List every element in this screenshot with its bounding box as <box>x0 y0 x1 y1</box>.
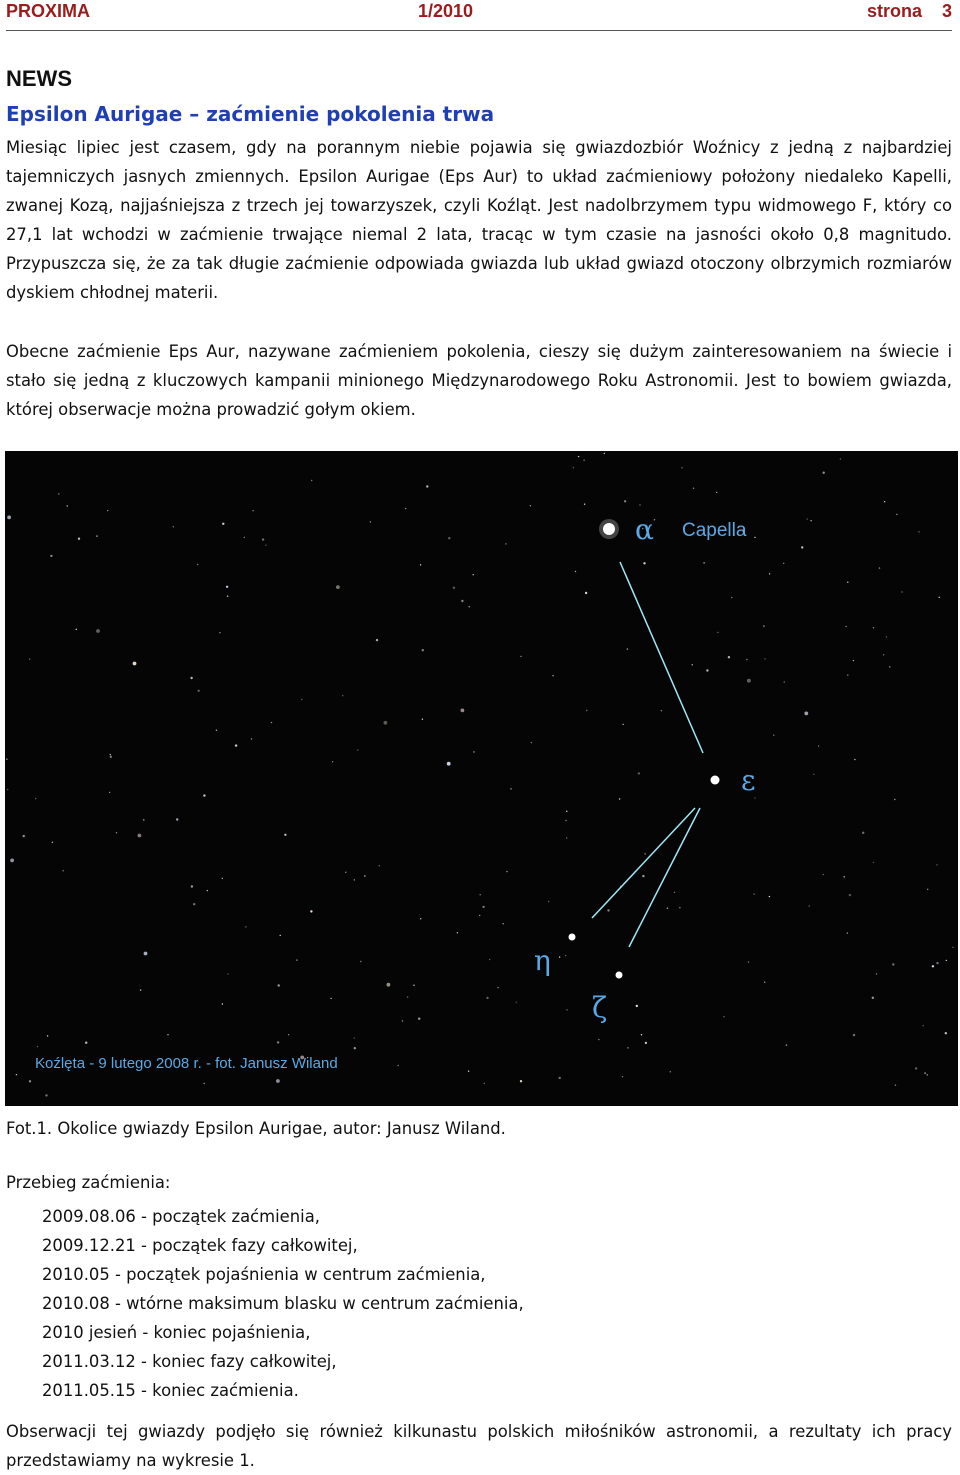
label-zeta: ζ <box>592 991 608 1024</box>
background-star <box>531 742 532 743</box>
star-epsilon <box>711 776 720 785</box>
background-star <box>354 1037 355 1038</box>
background-star <box>296 959 297 960</box>
background-star <box>96 535 97 536</box>
background-star <box>810 520 811 521</box>
list-item: 2009.08.06 - początek zaćmienia, <box>42 1207 320 1226</box>
background-star <box>586 710 587 711</box>
background-star <box>76 629 77 630</box>
background-star <box>692 664 693 665</box>
background-star <box>753 893 754 894</box>
eclipse-course-list <box>42 1202 524 1405</box>
background-star <box>872 997 874 999</box>
background-star <box>706 669 708 671</box>
background-star <box>773 735 774 736</box>
background-star <box>584 504 585 505</box>
background-star <box>717 632 718 633</box>
background-star <box>405 508 406 509</box>
background-star <box>854 759 855 760</box>
background-star <box>945 1032 947 1034</box>
background-star <box>468 1071 469 1072</box>
background-star <box>227 973 228 974</box>
background-star <box>679 907 680 908</box>
star-zeta <box>616 972 623 979</box>
background-star <box>840 458 841 459</box>
list-item: 2010.05 - początek pojaśnienia w centrum zaćmienia, <box>42 1265 486 1284</box>
background-star <box>227 596 228 597</box>
background-star <box>520 656 521 657</box>
background-star <box>486 997 488 999</box>
background-star <box>360 961 361 962</box>
background-star <box>818 745 819 746</box>
star-capella-glow <box>599 519 619 539</box>
star-field-svg <box>5 451 958 1106</box>
background-star <box>143 819 144 820</box>
background-star <box>674 892 675 893</box>
background-star <box>723 1016 724 1017</box>
background-star <box>847 932 848 933</box>
background-star <box>927 1074 928 1075</box>
background-star <box>402 1020 403 1021</box>
background-star <box>138 834 142 838</box>
background-star <box>276 1079 280 1083</box>
background-star <box>497 987 498 988</box>
background-star <box>642 875 644 877</box>
background-star <box>457 932 458 933</box>
background-star <box>418 1018 420 1020</box>
background-star <box>681 467 682 468</box>
background-star <box>746 659 747 660</box>
background-star <box>823 874 824 875</box>
background-star <box>110 754 111 755</box>
background-star <box>284 834 286 836</box>
background-star <box>473 574 474 575</box>
page-label: strona <box>866 1 922 21</box>
background-star <box>559 956 560 957</box>
background-star <box>384 721 388 725</box>
background-star <box>764 658 765 659</box>
background-star <box>7 516 11 520</box>
background-star <box>379 865 380 866</box>
background-star <box>754 797 755 798</box>
article-paragraph-1: Miesiąc lipiec jest czasem, gdy na porannym niebie pojawia się gwiazdozbiór Woźnicy z jedną z najbardziej tajemniczych jasnych zmiennych. Epsilon Aurigae (Eps Aur) to układ zaćmieniowy położony niedaleko Kapelli, zwanej Kozą, najjaśniejsza z trzech jej towarzyszek, czyli Koźląt. Jest nadolbrzymem typu widmowego F, który co 27,1 lat wchodzi w zaćmienie trwające niemal 2 lata, tracąc w tym czasie na jasności około 0,8 magnitudo. Przypuszcza się, że za tak długie zaćmienie odpowiada gwiazda lub układ gwiazd otoczony olbrzymich rozmiarów dyskiem chłodnej materii. <box>6 138 952 302</box>
background-star <box>641 1034 642 1035</box>
background-star <box>823 472 825 474</box>
background-star <box>144 952 148 956</box>
background-star <box>387 983 391 987</box>
background-star <box>140 989 141 990</box>
background-star <box>873 862 874 863</box>
background-star <box>23 835 25 837</box>
background-star <box>813 774 814 775</box>
background-star <box>354 879 355 880</box>
background-star <box>222 878 223 879</box>
eclipse-course-title: Przebieg zaćmienia: <box>6 1173 171 1192</box>
background-star <box>873 627 874 628</box>
background-star <box>804 712 808 716</box>
background-star <box>801 546 803 548</box>
page-indicator <box>867 1 952 22</box>
background-star <box>923 1025 924 1026</box>
list-item: 2009.12.21 - początek fazy całkowitej, <box>42 1236 358 1255</box>
background-star <box>489 959 490 960</box>
background-star <box>670 1071 671 1072</box>
background-star <box>643 562 645 564</box>
background-star <box>876 973 877 974</box>
background-star <box>473 751 474 752</box>
background-star <box>627 648 628 649</box>
issue-number: 1/2010 <box>418 1 474 21</box>
photo-credit: Koźlęta - 9 lutego 2008 r. - fot. Janusz Wiland <box>35 1055 338 1072</box>
background-star <box>62 870 63 871</box>
background-star <box>133 662 137 666</box>
background-star <box>37 1046 38 1047</box>
background-star <box>844 876 845 877</box>
background-star <box>604 453 605 454</box>
background-star <box>748 961 749 962</box>
background-star <box>896 514 897 515</box>
background-star <box>58 493 59 494</box>
list-item: 2011.05.15 - koniec zaćmienia. <box>42 1381 299 1400</box>
background-star <box>280 935 281 936</box>
background-star <box>516 1002 517 1003</box>
background-star <box>936 864 937 865</box>
background-star <box>927 889 928 890</box>
background-star <box>520 1080 522 1082</box>
background-star <box>330 998 331 999</box>
background-star <box>176 818 178 820</box>
background-star <box>10 859 14 863</box>
header-divider <box>6 30 952 31</box>
star-eta <box>569 934 576 941</box>
background-star <box>583 460 584 461</box>
background-star <box>862 832 864 834</box>
background-star <box>638 772 640 774</box>
list-item: 2010.08 - wtórne maksimum blasku w centrum zaćmienia, <box>42 1294 524 1313</box>
background-star <box>336 585 340 589</box>
page-header <box>6 0 952 30</box>
background-star <box>548 901 549 902</box>
background-star <box>918 531 919 532</box>
background-star <box>422 719 423 720</box>
background-star <box>173 526 174 527</box>
background-star <box>849 894 851 896</box>
background-star <box>35 798 36 799</box>
background-star <box>311 480 312 481</box>
background-star <box>853 1034 855 1036</box>
background-star <box>461 600 463 602</box>
background-star <box>894 799 895 800</box>
background-star <box>301 699 302 700</box>
background-star <box>598 1039 599 1040</box>
background-star <box>716 492 717 493</box>
background-star <box>277 1041 279 1043</box>
background-star <box>407 996 408 997</box>
article-paragraph-2: Obecne zaćmienie Eps Aur, nazywane zaćmieniem pokolenia, cieszy się dużym zainteresowaniem na świecie i stało się jedną z kluczowych kampanii minionego Międzynarodowego Roku Astronomii. Jest to bowiem gwiazda, której obserwacje można prowadzić gołym okiem. <box>6 342 952 419</box>
background-star <box>578 456 579 457</box>
background-star <box>203 794 205 796</box>
background-star <box>853 660 854 661</box>
label-capella: Capella <box>682 520 747 541</box>
background-star <box>245 926 246 927</box>
background-star <box>310 910 312 912</box>
background-star <box>420 918 421 919</box>
background-star <box>847 582 848 583</box>
background-star <box>619 798 620 799</box>
background-star <box>78 538 80 540</box>
background-star <box>107 510 108 511</box>
background-star <box>639 504 640 505</box>
background-star <box>747 679 751 683</box>
background-star <box>883 654 884 655</box>
background-star <box>559 1077 561 1079</box>
background-star <box>924 1072 925 1073</box>
background-star <box>288 1034 289 1035</box>
background-star <box>453 587 455 589</box>
background-star <box>109 792 110 793</box>
background-star <box>566 1009 567 1010</box>
background-star <box>204 1083 205 1084</box>
background-star <box>426 485 428 487</box>
background-star <box>895 1085 896 1086</box>
background-star <box>398 1065 399 1066</box>
background-star <box>784 681 785 682</box>
background-star <box>915 1067 917 1069</box>
background-star <box>47 1035 48 1036</box>
background-star <box>420 564 421 565</box>
background-star <box>575 571 576 572</box>
background-star <box>644 853 645 854</box>
background-star <box>654 519 655 520</box>
background-star <box>482 906 484 908</box>
background-star <box>530 505 531 506</box>
background-star <box>6 759 7 760</box>
background-star <box>645 1042 647 1044</box>
background-star <box>624 500 626 502</box>
photo-caption: Fot.1. Okolice gwiazdy Epsilon Aurigae, autor: Janusz Wiland. <box>6 1119 506 1138</box>
background-star <box>845 626 846 627</box>
background-star <box>728 656 730 658</box>
background-star <box>193 903 195 905</box>
background-star <box>422 649 424 651</box>
star-field-photo <box>5 451 958 1106</box>
background-star <box>376 639 378 641</box>
background-star <box>703 562 704 563</box>
background-star <box>623 724 624 725</box>
article-paragraph-3: Obserwacji tej gwiazdy podjęło się również kilkunastu polskich miłośników astronomii, a rezultaty ich pracy przedstawiamy na wykresie 1. <box>6 1422 952 1470</box>
background-star <box>461 709 465 713</box>
background-star <box>932 965 934 967</box>
background-star <box>222 523 224 525</box>
label-epsilon: ε <box>741 764 756 797</box>
section-title: NEWS <box>6 66 72 91</box>
background-star <box>447 762 451 766</box>
list-item: 2010 jesień - koniec pojaśnienia, <box>42 1323 311 1342</box>
background-star <box>754 537 755 538</box>
background-star <box>892 963 894 965</box>
background-star <box>667 908 668 909</box>
background-star <box>278 984 280 986</box>
background-star <box>479 915 480 916</box>
background-star <box>510 788 511 789</box>
background-star <box>769 573 770 574</box>
background-star <box>552 675 553 676</box>
background-star <box>469 606 470 607</box>
background-star <box>565 955 566 956</box>
background-star <box>886 636 887 637</box>
background-star <box>226 586 228 588</box>
sky-background <box>5 451 958 1106</box>
background-star <box>764 982 765 983</box>
background-star <box>566 811 567 812</box>
background-star <box>110 756 112 758</box>
background-star <box>731 597 732 598</box>
background-star <box>167 1034 168 1035</box>
background-star <box>889 666 890 667</box>
background-star <box>345 872 346 873</box>
background-star <box>763 625 764 626</box>
background-star <box>448 537 450 539</box>
background-star <box>45 1094 47 1096</box>
background-star <box>235 744 237 746</box>
background-star <box>769 896 770 897</box>
background-star <box>342 695 343 696</box>
background-star <box>661 710 662 711</box>
background-star <box>506 871 507 872</box>
background-star <box>222 1003 223 1004</box>
background-star <box>67 505 68 506</box>
background-star <box>946 960 947 961</box>
background-star <box>191 885 193 887</box>
background-star <box>52 842 53 843</box>
background-star <box>936 962 938 964</box>
background-star <box>636 1005 638 1007</box>
background-star <box>265 545 266 546</box>
background-star <box>354 1047 356 1049</box>
background-star <box>585 592 587 594</box>
background-star <box>952 947 953 948</box>
background-star <box>216 730 217 731</box>
list-item: 2011.03.12 - koniec fazy całkowitej, <box>42 1352 337 1371</box>
background-star <box>50 555 52 557</box>
background-star <box>370 521 371 522</box>
background-star <box>484 1083 485 1084</box>
background-star <box>252 510 253 511</box>
journal-name: PROXIMA <box>6 1 91 21</box>
article-headline: Epsilon Aurigae – zaćmienie pokolenia trwa <box>6 102 495 126</box>
background-star <box>198 690 200 692</box>
page-number: 3 <box>941 1 952 21</box>
background-star <box>809 905 810 906</box>
background-star <box>190 677 192 679</box>
background-star <box>207 890 208 891</box>
background-star <box>901 591 902 592</box>
background-star <box>622 1076 623 1077</box>
background-star <box>262 538 264 540</box>
background-star <box>807 518 808 519</box>
background-star <box>847 674 848 675</box>
label-alpha: α <box>635 513 654 546</box>
background-star <box>29 658 30 659</box>
background-star <box>413 985 414 986</box>
background-star <box>357 749 358 750</box>
background-star <box>96 629 100 633</box>
background-star <box>85 1042 87 1044</box>
background-star <box>939 597 940 598</box>
background-star <box>786 1044 787 1045</box>
label-eta: η <box>534 944 551 977</box>
background-star <box>332 761 333 762</box>
background-star <box>783 563 784 564</box>
background-star <box>116 832 117 833</box>
background-star <box>16 1074 17 1075</box>
background-star <box>693 488 694 489</box>
background-star <box>503 923 504 924</box>
background-star <box>607 909 609 911</box>
background-star <box>480 894 481 895</box>
background-star <box>244 537 245 538</box>
background-star <box>271 722 272 723</box>
background-star <box>573 467 574 468</box>
background-star <box>197 564 198 565</box>
background-star <box>219 632 220 633</box>
background-star <box>879 567 880 568</box>
background-star <box>29 1080 31 1082</box>
background-star <box>627 1047 628 1048</box>
background-star <box>364 875 365 876</box>
background-star <box>505 543 506 544</box>
background-star <box>565 820 566 821</box>
background-star <box>7 789 8 790</box>
background-star <box>251 738 252 739</box>
background-star <box>566 837 567 838</box>
background-star <box>884 501 885 502</box>
